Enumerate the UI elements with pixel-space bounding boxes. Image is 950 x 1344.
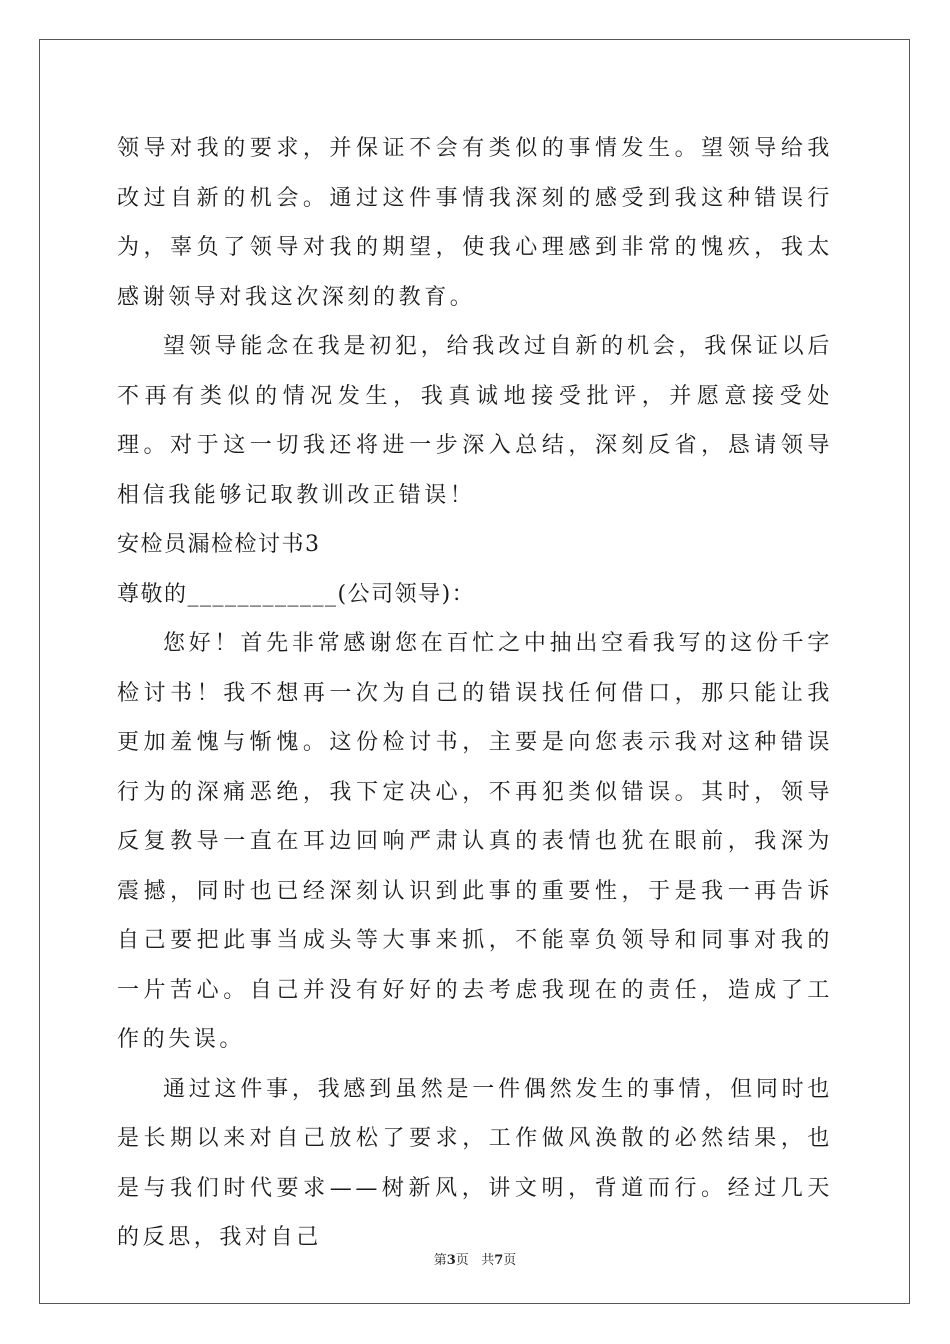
salutation-line: 尊敬的____________(公司领导)： bbox=[117, 581, 476, 607]
page-footer bbox=[0, 1249, 950, 1268]
footer-page-total: 7 bbox=[494, 1253, 504, 1268]
footer-total-label: 页 bbox=[503, 1253, 517, 1268]
footer-page-current: 3 bbox=[446, 1253, 456, 1268]
section-heading: 安检员漏检检讨书3 bbox=[117, 532, 321, 557]
paragraph-promise: 望领导能念在我是初犯，给我改过自新的机会，我保证以后不再有类似的情况发生，我真诚地接受批评，并愿意接受处理。对于这一切我还将进一步深入总结，深刻反省，恳请领导相信我能够记取教训改正错误！ bbox=[117, 334, 833, 508]
paragraph-apology: 您好！首先非常感谢您在百忙之中抽出空看我写的这份千字检讨书！我不想再一次为自己的错误找任何借口，那只能让我更加羞愧与惭愧。这份检讨书，主要是向您表示我对这种错误行为的深痛恶绝，我下定决心，不再犯类似错误。其时，领导反复教导一直在耳边回响严肃认真的表情也犹在眼前，我深为震撼，同时也已经深刻认识到此事的重要性，于是我一再告诉自己要把此事当成头等大事来抓，不能辜负领导和同事对我的一片苦心。自己并没有好好的去考虑我现在的责任，造成了工作的失误。 bbox=[117, 631, 833, 1052]
paragraph-reflection: 通过这件事，我感到虽然是一件偶然发生的事情，但同时也是长期以来对自己放松了要求，工作做风涣散的必然结果，也是与我们时代要求——树新风，讲文明，背道而行。经过几天的反思，我对自己 bbox=[117, 1076, 833, 1250]
footer-page-prefix: 第 bbox=[433, 1253, 447, 1268]
footer-page-label: 页 bbox=[455, 1253, 469, 1268]
document-body bbox=[117, 124, 833, 1263]
footer-total-prefix: 共 bbox=[481, 1253, 495, 1268]
paragraph-continuation: 领导对我的要求，并保证不会有类似的事情发生。望领导给我改过自新的机会。通过这件事情我深刻的感受到我这种错误行为，辜负了领导对我的期望，使我心理感到非常的愧疚，我太感谢领导对我这次深刻的教育。 bbox=[117, 136, 833, 310]
